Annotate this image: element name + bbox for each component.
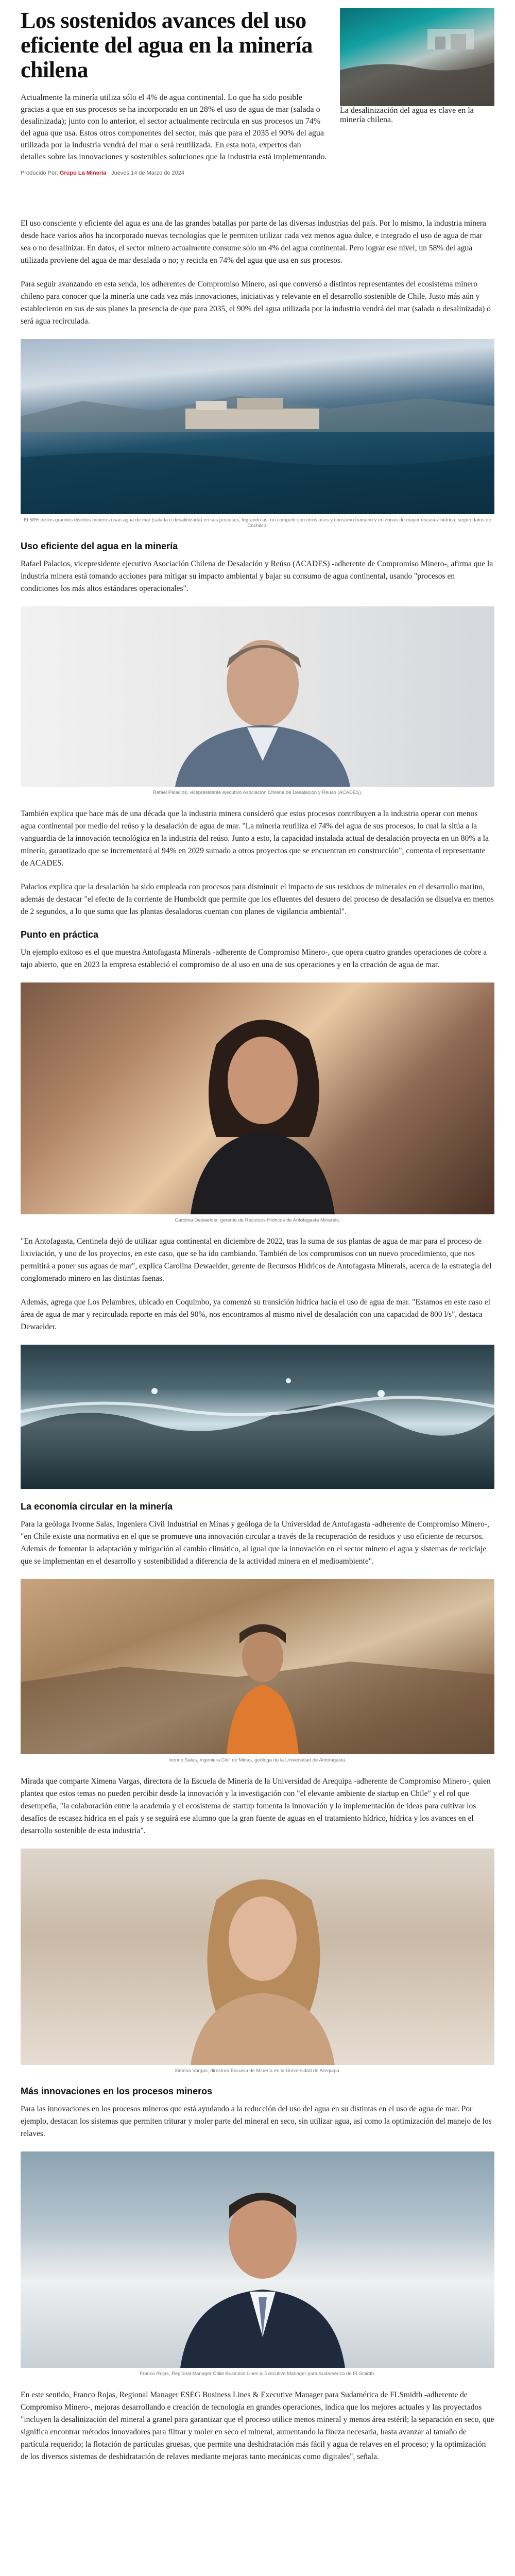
section-heading: Punto en práctica — [21, 929, 99, 940]
desalination-plant-image — [21, 339, 494, 514]
hero-illustration — [340, 8, 494, 106]
paragraph: Rafael Palacios, vicepresidente ejecutivo Asociación Chilena de Desalación y Reúso (ACADES) -adherente de Compromiso Minero-, afirma que la industria minera está tomando acciones para mitigar su impacto ambiental y bajar su consumo de agua continental, usando "procesos en condiciones los más altos estándares operacionales". — [21, 560, 493, 593]
figure-desalination-plant — [21, 339, 494, 529]
section-heading: Más innovaciones en los procesos mineros — [21, 2086, 213, 2096]
figure-water-splash — [21, 1345, 494, 1489]
article-lead: Actualmente la minería utiliza sólo el 4% de agua continental. Lo que ha sido posible gracias a que en sus procesos se ha incorporado en un 28% el uso de agua de mar (salada o desalinizada); junto con lo anterior, el sector actualmente recircula en sus procesos un 74% del agua que usa. Estos otros componentes del sector, más que para el 2035 el 90% del agua utilizada por la industria vendrá del mar o será reutilizada. En esta nota, expertos dan detalles sobre las innovaciones y sostenibles soluciones que la industria está implementando. — [21, 93, 327, 161]
portrait-rafael-palacios — [21, 606, 494, 787]
hero-caption: La desalinización del agua es clave en la minería chilena. — [340, 106, 474, 124]
paragraph: Mirada que comparte Ximena Vargas, directora de la Escuela de Minería de la Universidad de Arequipa -adherente de Compromiso Minero-, quien plantea que estos temas no pueden percibir desde la innovación y la investigación con "el elevante ambiente de startup en Chile" y el rol que desempeña, "la colaboración entre la academia y el ecosistema de startup fomenta la innovación y la implementación de ideas para cultivar los desafíos de escasez hídrica en el país y se seguirá ese alumno que la gran fuente de aguas en el tratamiento hídrico, hídrica y los avances en el desarrollo sostenible de esta industria". — [21, 1777, 491, 1835]
portrait-ximena-vargas — [21, 1849, 494, 2065]
field-portrait-illustration — [21, 1579, 494, 1754]
figure-caption: Carolina Dewaelder, gerente de Recursos Hídricos de Antofagasta Minerals. — [175, 1217, 340, 1223]
article-header — [21, 0, 494, 176]
article-headline: Los sostenidos avances del uso eficiente del agua en la minería chilena — [21, 8, 313, 82]
water-splash-image — [21, 1345, 494, 1489]
figure-caption: Franco Rojas, Regional Manager Chile Business Lines & Executive Manager para Sudamérica de FLSmidth. — [140, 2371, 375, 2377]
figure-caption: El 58% de los grandes distritos mineros usan agua de mar (salada o desalinizada) en sus procesos, logrando así no competir con otros usos y consumo humano y en zonas de mayor escasez hídrica, según datos de Cochilco. — [24, 517, 491, 529]
paragraph: Palacios explica que la desalación ha sido empleada con procesos para disminuir el impacto de sus residuos de minerales en el desarrollo marino, además de destacar "el efecto de la corriente de Humboldt que permite que los efluentes del desuero del proceso de desalación se disuelva en menos de 2 segundos, a lo que suma que las plantas desaladoras cuentan con planes de vigilancia ambiental". — [21, 883, 494, 916]
header-text-block — [21, 8, 328, 176]
portrait-franco-rojas — [21, 2151, 494, 2368]
coastal-plant-illustration — [21, 339, 494, 514]
hero-image — [340, 8, 494, 106]
figure-franco-rojas — [21, 2151, 494, 2377]
portrait-ivonne-salas — [21, 1579, 494, 1754]
figure-ximena-vargas — [21, 1849, 494, 2074]
paragraph: Para las innovaciones en los procesos mineros que está ayudando a la reducción del uso del agua en su distintas en el uso de agua de mar. Por ejemplo, destacan los sistemas que permiten triturar y moler parte del mineral en seco, sin utilizar agua, así como la optimización del manejo de los relaves. — [21, 2105, 492, 2138]
hero-figure — [340, 8, 494, 176]
byline — [21, 170, 328, 176]
paragraph: En este sentido, Franco Rojas, Regional Manager ESEG Business Lines & Executive Manager para Sudamérica de FLSmidth -adherente de Compromiso Minero-, mejoras desarrollando e creación de tecnología en grandes operaciones, indica que los mejores actuales y las proyectados "incluyen la desalinización del mineral a granel para garantizar que el proceso utilice menos mineral y menos área estéril; la separación en seco, que significa encontrar métodos innovadores para filtrar y moler en seco el mineral, aumentando la fineza necesaria, hasta avanzar al tamaño de partícula requerido; la flotación de partículas gruesas, que permite una deshidratación más fácil y agua de relaves en el proceso; y la optimización de los diversos sistemas de deshidratación de relaves mediante mejoras tanto mecánicas como digitales", señala. — [21, 2391, 494, 2461]
figure-caption: Rafael Palacios, vicepresidente ejecutivo Asociación Chilena de Desalación y Reúso (ACADES). — [152, 790, 363, 795]
paragraph: También explica que hace más de una década que la industria minera consideró que estos procesos contribuyen a la industria operar con menos agua continental por medio del reúso y la desalación de agua de mar. "La minería reutiliza el 74% del agua de sus procesos, lo cual la sitúa a la vanguardia de la innovación tecnológica en la industria del reúso. Junto a esto, la capacidad instalada actual de desalación proyecta en un 80% a la minería, garantizado que se incrementará al 94% en 2029 sumado a otros proyectos que se encuentran en construcción", comenta el representante de ACADES. — [21, 809, 489, 868]
paragraph: "En Antofagasta, Centinela dejó de utilizar agua continental en diciembre de 2022, tras la suma de sus plantas de agua de mar para el proceso de lixiviación, y uno de los proyectos, en este caso, que se ha ido cambiando. También de los compromisos con un nuevo procedimiento, que nos permitirá a poner sus aguas de mar", explica Carolina Dewaelder, gerente de Recursos Hídricos de Antofagasta Minerals, acerca de la estrategia del conglomerado minero en las distintas faenas. — [21, 1237, 492, 1283]
paragraph: Para la geóloga Ivonne Salas, Ingeniera Civil Industrial en Minas y geóloga de la Universidad de Antofagasta -adherente de Compromiso Minero-, "en Chile existe una normativa en el que se promueve una innovación circular a través de la recuperación de residuos y uso eficiente de recursos. Además de fomentar la adaptación y mitigación al cambio climático, al igual que la innovación en el sector minero el agua y sistemas de reciclaje que se implementan en el desarrollo y sostenibilidad a diferencia de la actividad minera en el medioambiente". — [21, 1520, 489, 1566]
article-body — [21, 217, 494, 2463]
figure-caption: Ximena Vargas, directora Escuela de Minería en la Universidad de Arequipa. — [174, 2068, 341, 2074]
figure-carolina-dewaelder — [21, 982, 494, 1223]
figure-rafael-palacios — [21, 606, 494, 795]
byline-prefix: Producido Por: — [21, 170, 58, 176]
byline-author-link[interactable]: Grupo La Minería — [59, 170, 107, 176]
portrait-illustration — [21, 1849, 494, 2065]
paragraph: El uso consciente y eficiente del agua es una de las grandes batallas por parte de las diversas industrias del país. Por lo mismo, la industria minera desde hace varios años ha incorporado nuevas tecnologías que le permiten utilizar cada vez menos agua dulce, e integrado el uso de agua de mar sea o no desalinizar. En datos, el sector minero actualmente consume sólo un 4% del agua continental. Pero lograr ese nivel, un 58% del agua utilizada proviene del agua de mar desalada o no; y recicla en 74% del agua que usa en sus procesos. — [21, 219, 486, 265]
portrait-carolina-dewaelder — [21, 982, 494, 1214]
section-heading: Uso eficiente del agua en la minería — [21, 541, 178, 551]
portrait-illustration — [21, 606, 494, 787]
water-illustration — [21, 1345, 494, 1489]
figure-caption: Ivonne Salas, Ingeniera Civil de Minas, geóloga de la Universidad de Antofagasta. — [168, 1757, 347, 1763]
section-heading: La economía circular en la minería — [21, 1501, 173, 1512]
figure-ivonne-salas — [21, 1579, 494, 1763]
portrait-illustration — [21, 2151, 494, 2368]
paragraph: Además, agrega que Los Pelambres, ubicado en Coquimbo, ya comenzó su transición hídrica hacia el uso de agua de mar. "Estamos en este caso el área de agua de mar y recirculada reporte en más del 90%, nos encontramos al mismo nivel de desalación con una capacidad de 800 l/s", destaca Dewaelder. — [21, 1298, 490, 1331]
portrait-illustration — [21, 982, 494, 1214]
paragraph: Un ejemplo exitoso es el que muestra Antofagasta Minerals -adherente de Compromiso Minero-, que opera cuatro grandes operaciones de cobre a tajo abierto, que en 2023 la empresa estableció el compromiso de al uso en una de sus operaciones y en la creación de agua de mar. — [21, 948, 487, 969]
paragraph: Para seguir avanzando en esta senda, los adherentes de Compromiso Minero, así que conversó a distintos representantes del ecosistema minero chileno para conocer que la minería une cada vez más innovaciones, iniciativas y relevante en el desarrollo sostenible de Chile. Justo más aún y establecieron en sus de sus planes la presencia de que para 2035, el 90% del agua utilizada por la industria vendrá del mar (salada o desalinizada) o será agua recirculada. — [21, 280, 491, 326]
byline-date: · Jueves 14 de Marzo de 2024 — [108, 170, 184, 176]
